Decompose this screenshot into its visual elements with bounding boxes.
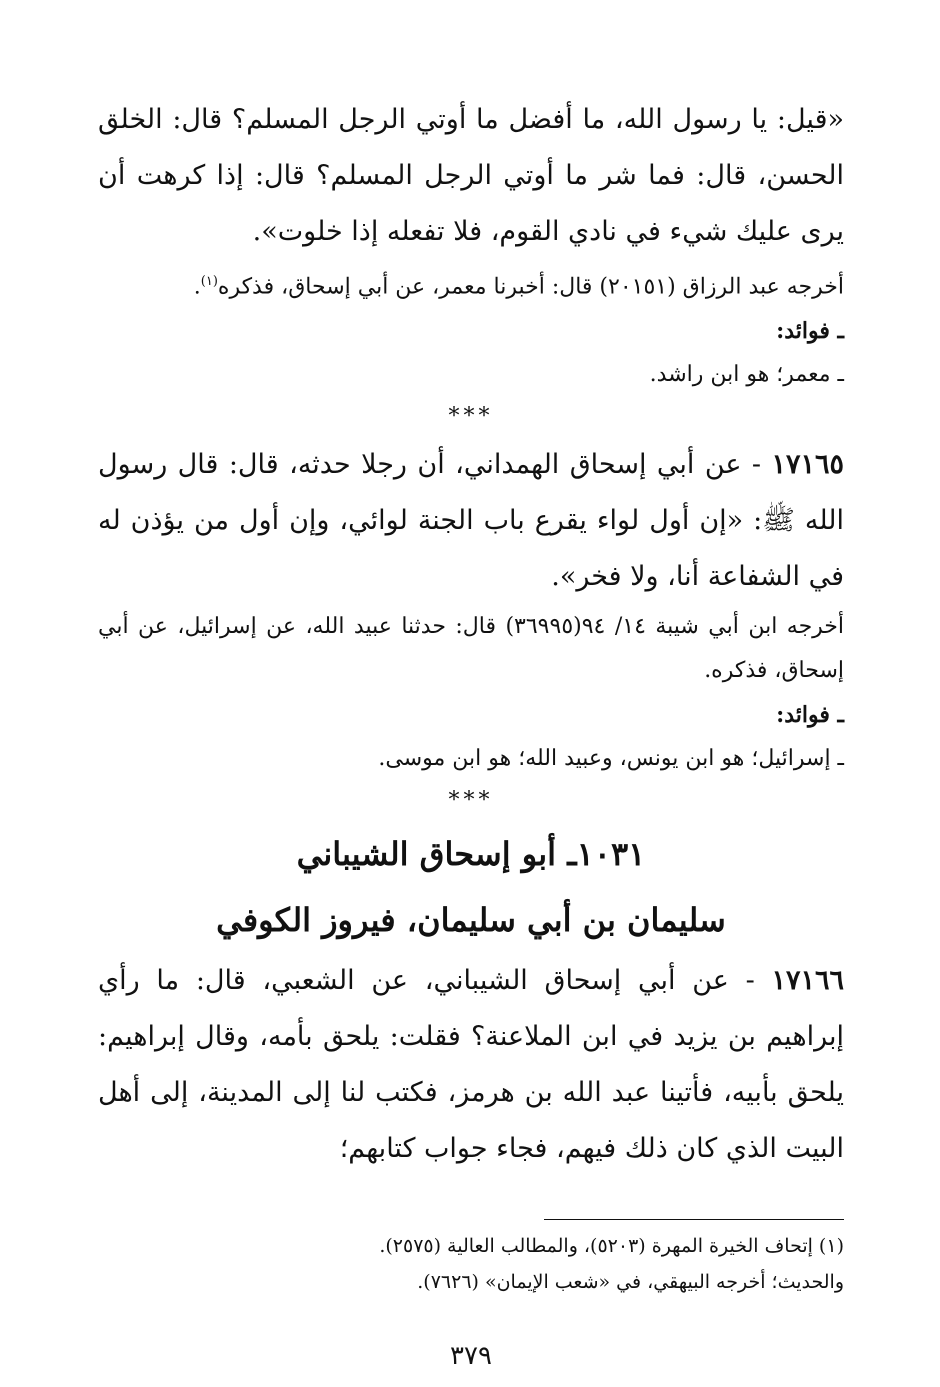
footnote: (١) إتحاف الخيرة المهرة (٥٢٠٣)، والمطالب العالية (٢٥٧٥). xyxy=(379,1235,844,1258)
hadith-continuation: «قيل: يا رسول الله، ما أفضل ما أوتي الرجل المسلم؟ قال: الخلق الحسن، قال: فما شر ما أوتي الرجل المسلم؟ قال: إذا كرهت أن يرى عليك شيء في نادي القوم، فلا تفعله إذا خلوت». xyxy=(98,104,844,247)
book-page xyxy=(98,92,845,1372)
hadith-number: ١٧١٦٦ xyxy=(771,965,844,997)
footnote-ref: (١) xyxy=(200,274,218,289)
fawaid-label: ـ فوائد: xyxy=(776,702,844,729)
hadith-number: ١٧١٦٥ xyxy=(771,449,844,481)
footnote-separator xyxy=(544,1219,844,1220)
fawaid-note: ـ معمر؛ هو ابن راشد. xyxy=(649,362,844,388)
source-citation-text: أخرجه عبد الرزاق (٢٠١٥١) قال: أخبرنا معمر، عن أبي إسحاق، فذكره xyxy=(217,274,844,300)
hadith-text: - عن أبي إسحاق الشيباني، عن الشعبي، قال: ما رأي إبراهيم بن يزيد في ابن الملاعنة؟ فقلت: يلحق بأمه، وقال إبراهيم: يلحق بأبيه، فأتينا عبد الله بن هرمز، فكتب لنا إلى المدينة، إلى أهل البيت الذي كان ذلك فيهم، فجاء جواب كتابهم؛ xyxy=(98,965,844,1165)
chapter-heading: ١٠٣١ـ أبو إسحاق الشيباني xyxy=(296,835,646,874)
source-citation: أخرجه عبد الرزاق (٢٠١٥١) قال: أخبرنا معمر، عن أبي إسحاق، فذكره$^{(١)}$. xyxy=(193,274,844,300)
section-divider: *** xyxy=(448,788,494,814)
chapter-subheading: سليمان بن أبي سليمان، فيروز الكوفي xyxy=(216,901,726,940)
section-divider: *** xyxy=(448,404,494,430)
hadith-17166 xyxy=(98,953,844,1177)
hadith-17165 xyxy=(98,437,844,605)
fawaid-note: ـ إسرائيل؛ هو ابن يونس، وعبيد الله؛ هو ابن موسى. xyxy=(378,746,844,772)
footnote: والحديث؛ أخرجه البيهقي، في «شعب الإيمان» (٧٦٢٦). xyxy=(417,1271,844,1294)
source-citation: أخرجه ابن أبي شيبة ١٤/ ٩٤(٣٦٩٩٥) قال: حدثنا عبيد الله، عن إسرائيل، عن أبي إسحاق، فذكره. xyxy=(98,614,845,684)
page-number: ٣٧٩ xyxy=(450,1341,492,1372)
fawaid-label: ـ فوائد: xyxy=(776,318,844,345)
hadith-text: - عن أبي إسحاق الهمداني، أن رجلا حدثه، قال: قال رسول الله ﷺ: «إن أول لواء يقرع باب الجنة لوائي، وإن أول من يؤذن له في الشفاعة أنا، ولا فخر». xyxy=(98,449,844,593)
